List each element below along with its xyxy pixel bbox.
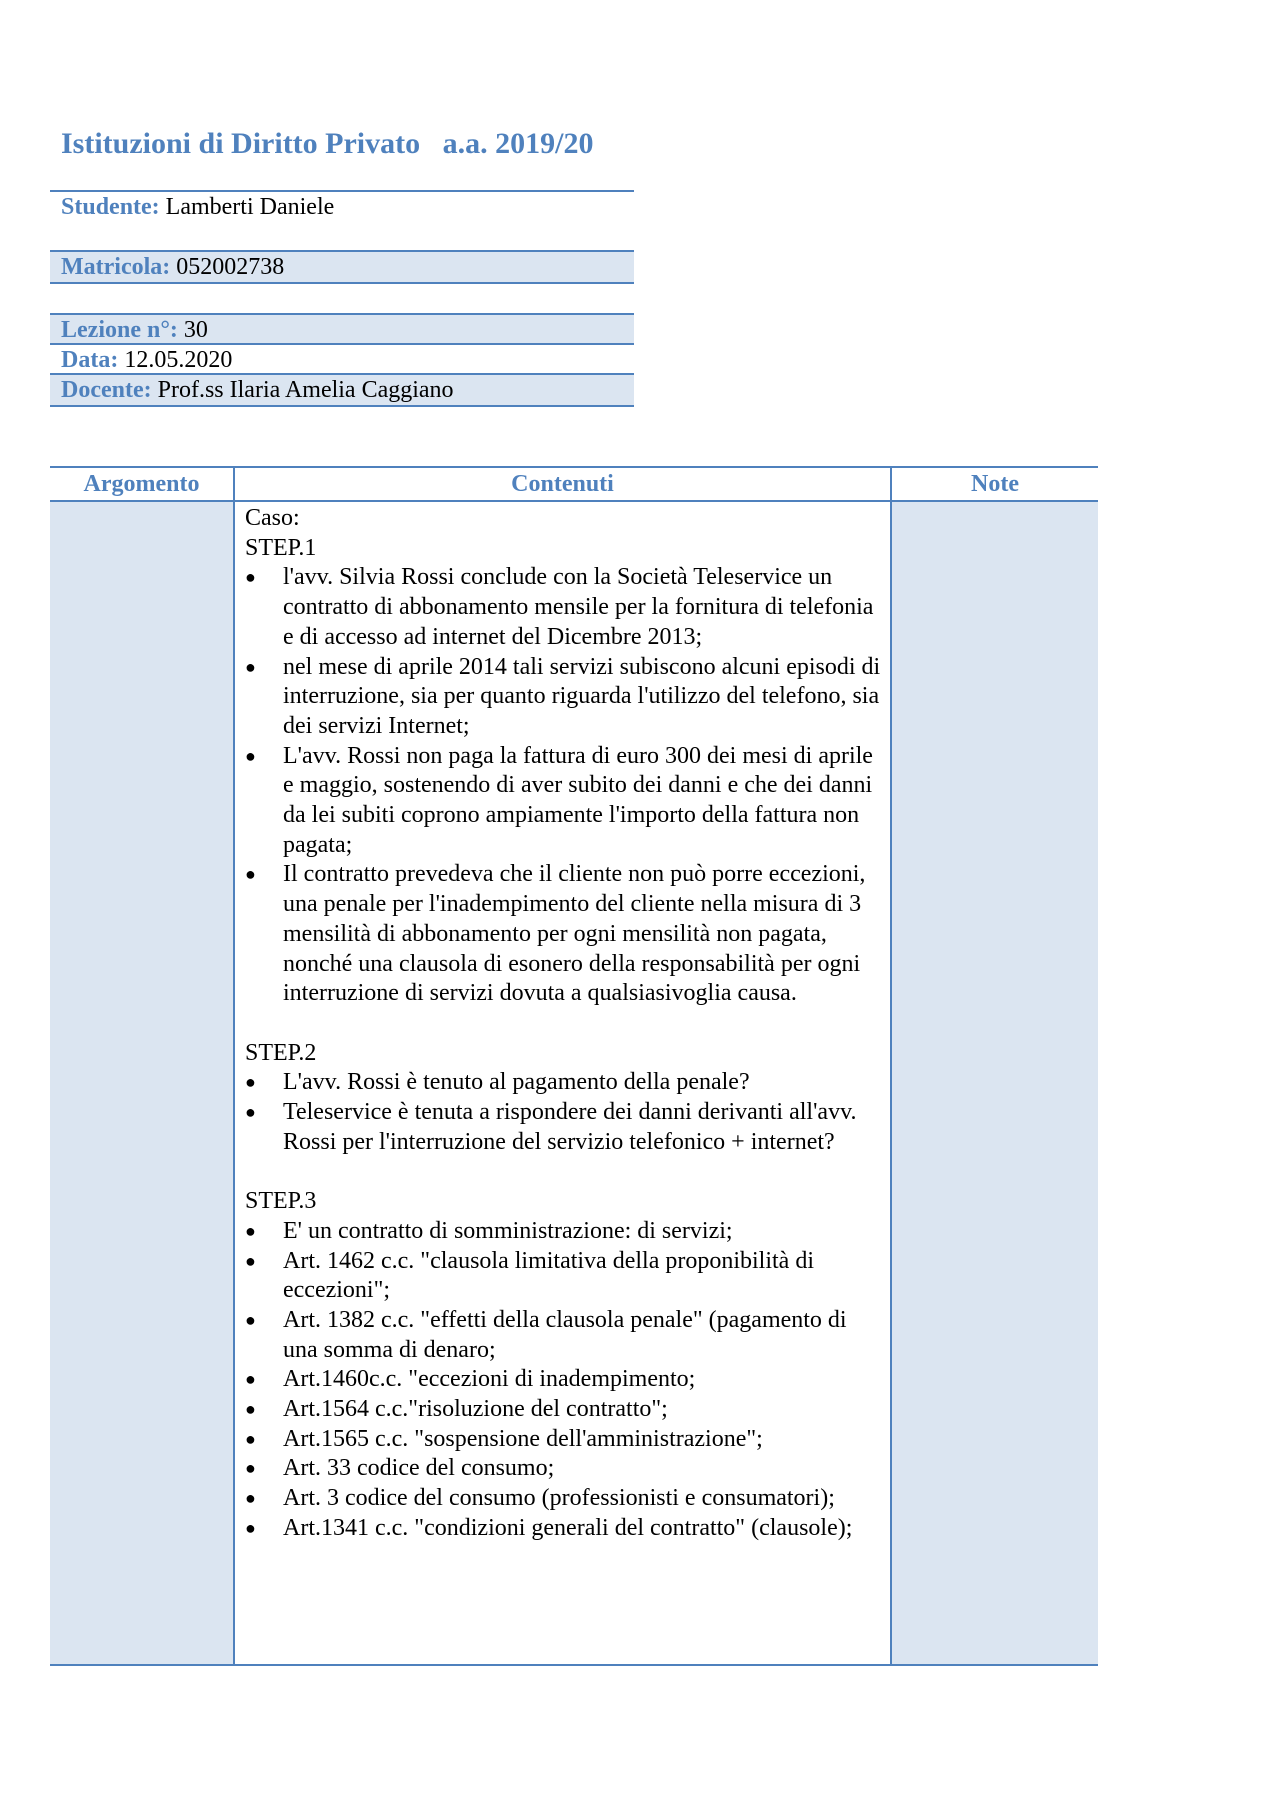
step1-list [245,563,882,1009]
list-item-text: E' un contratto di somministrazione: di servizi; [283,1217,733,1244]
list-item [245,1247,882,1306]
bullet-icon: ● [245,656,256,677]
list-item-text: Il contratto prevedeva che il cliente non può porre eccezioni, una penale per l'inadempimento del cliente nella misura di 3 mensilità di abbonamento per ogni mensilità non pagata, nonché una clausola di esonero della responsabilità per ogni interruzione di servizi dovuta a qualsiasivoglia causa. [283,861,866,1007]
header-note: Note [891,467,1098,501]
table-row [50,501,1098,1665]
data-value: 12.05.2020 [118,347,233,373]
list-item-text: nel mese di aprile 2014 tali servizi subiscono alcuni episodi di interruzione, sia per quanto riguarda l'utilizzo del telefono, sia dei servizi Internet; [283,653,881,739]
list-item [245,1306,882,1365]
list-item [245,1514,882,1544]
bullet-icon: ● [245,1399,256,1420]
contenuti-cell [234,501,891,1665]
lezione-value: 30 [177,317,208,343]
list-item-text: Teleservice è tenuta a rispondere dei danni derivanti all'avv. Rossi per l'interruzione del servizio telefonico + internet? [283,1099,857,1155]
bullet-icon: ● [245,745,256,766]
list-item [245,1217,882,1247]
data-row [50,345,634,375]
lezione-label: Lezione n°: [61,317,178,343]
list-item [245,1454,882,1484]
list-item [245,563,882,652]
list-item [245,1395,882,1425]
bullet-icon: ● [245,1488,256,1509]
list-item-text: Art. 1462 c.c. "clausola limitativa della proponibilità di eccezioni"; [283,1247,814,1304]
bullet-icon: ● [245,864,256,885]
bullet-icon: ● [245,1458,256,1479]
step3-title: STEP.3 [245,1188,317,1215]
docente-label: Docente: [61,377,152,403]
spacer [245,1157,882,1187]
lezione-row [50,315,634,345]
bullet-icon: ● [245,567,256,588]
bullet-icon: ● [245,1369,256,1390]
bullet-icon: ● [245,1250,256,1271]
matricola-label: Matricola: [61,254,171,280]
list-item-text: l'avv. Silvia Rossi conclude con la Società Teleservice un contratto di abbonamento mensile per la fornitura di telefonia e di accesso ad internet del Dicembre 2013; [283,564,874,650]
student-row [50,192,634,222]
step2-list [245,1068,882,1157]
list-item-text: Art. 3 codice del consumo (professionisti e consumatori); [283,1485,835,1512]
docente-row [50,375,634,405]
bullet-icon: ● [245,1072,256,1093]
matricola-value: 052002738 [170,254,285,280]
docente-value: Prof.ss Ilaria Amelia Caggiano [151,377,454,403]
lesson-box [50,313,634,407]
list-item [245,1425,882,1455]
list-item-text: L'avv. Rossi è tenuto al pagamento della penale? [283,1069,750,1096]
list-item [245,1098,882,1157]
list-item-text: Art.1564 c.c."risoluzione del contratto"; [283,1396,668,1423]
bullet-icon: ● [245,1102,256,1123]
matricola-box [50,250,634,284]
header-contenuti: Contenuti [234,467,891,501]
table-header-row [50,467,1098,501]
header-argomento: Argomento [50,467,234,501]
lesson-table [50,466,1098,1666]
step2-title: STEP.2 [245,1039,317,1066]
spacer [245,1009,882,1039]
list-item [245,1365,882,1395]
list-item [245,860,882,1009]
student-box [50,190,634,222]
bullet-icon: ● [245,1428,256,1449]
list-item-text: Art. 33 codice del consumo; [283,1455,555,1482]
list-item-text: Art. 1382 c.c. "effetti della clausola penale" (pagamento di una somma di denaro; [283,1306,847,1363]
step1-title: STEP.1 [245,534,317,561]
list-item [245,653,882,742]
list-item-text: Art.1341 c.c. "condizioni generali del contratto" (clausole); [283,1514,853,1541]
step3-list [245,1217,882,1544]
document-title: Istituzioni di Diritto Privato a.a. 2019/20 [61,127,594,160]
list-item-text: Art.1565 c.c. "sospensione dell'amministrazione"; [283,1425,763,1452]
note-cell [891,501,1098,1665]
bullet-icon: ● [245,1517,256,1538]
contenuti-content [235,502,890,1544]
bullet-icon: ● [245,1220,256,1241]
data-label: Data: [61,347,119,373]
student-value: Lamberti Daniele [159,194,335,220]
argomento-cell [50,501,234,1665]
list-item [245,1484,882,1514]
case-intro: Caso: [245,505,300,531]
list-item-text: Art.1460c.c. "eccezioni di inadempimento; [283,1366,696,1393]
student-label: Studente: [61,194,160,220]
list-item [245,742,882,861]
matricola-row [50,252,634,282]
list-item-text: L'avv. Rossi non paga la fattura di euro 300 dei mesi di aprile e maggio, sostenendo di aver subito dei danni e che dei danni da lei subiti coprono ampiamente l'importo della fattura non pagata; [283,742,873,858]
list-item [245,1068,882,1098]
bullet-icon: ● [245,1309,256,1330]
